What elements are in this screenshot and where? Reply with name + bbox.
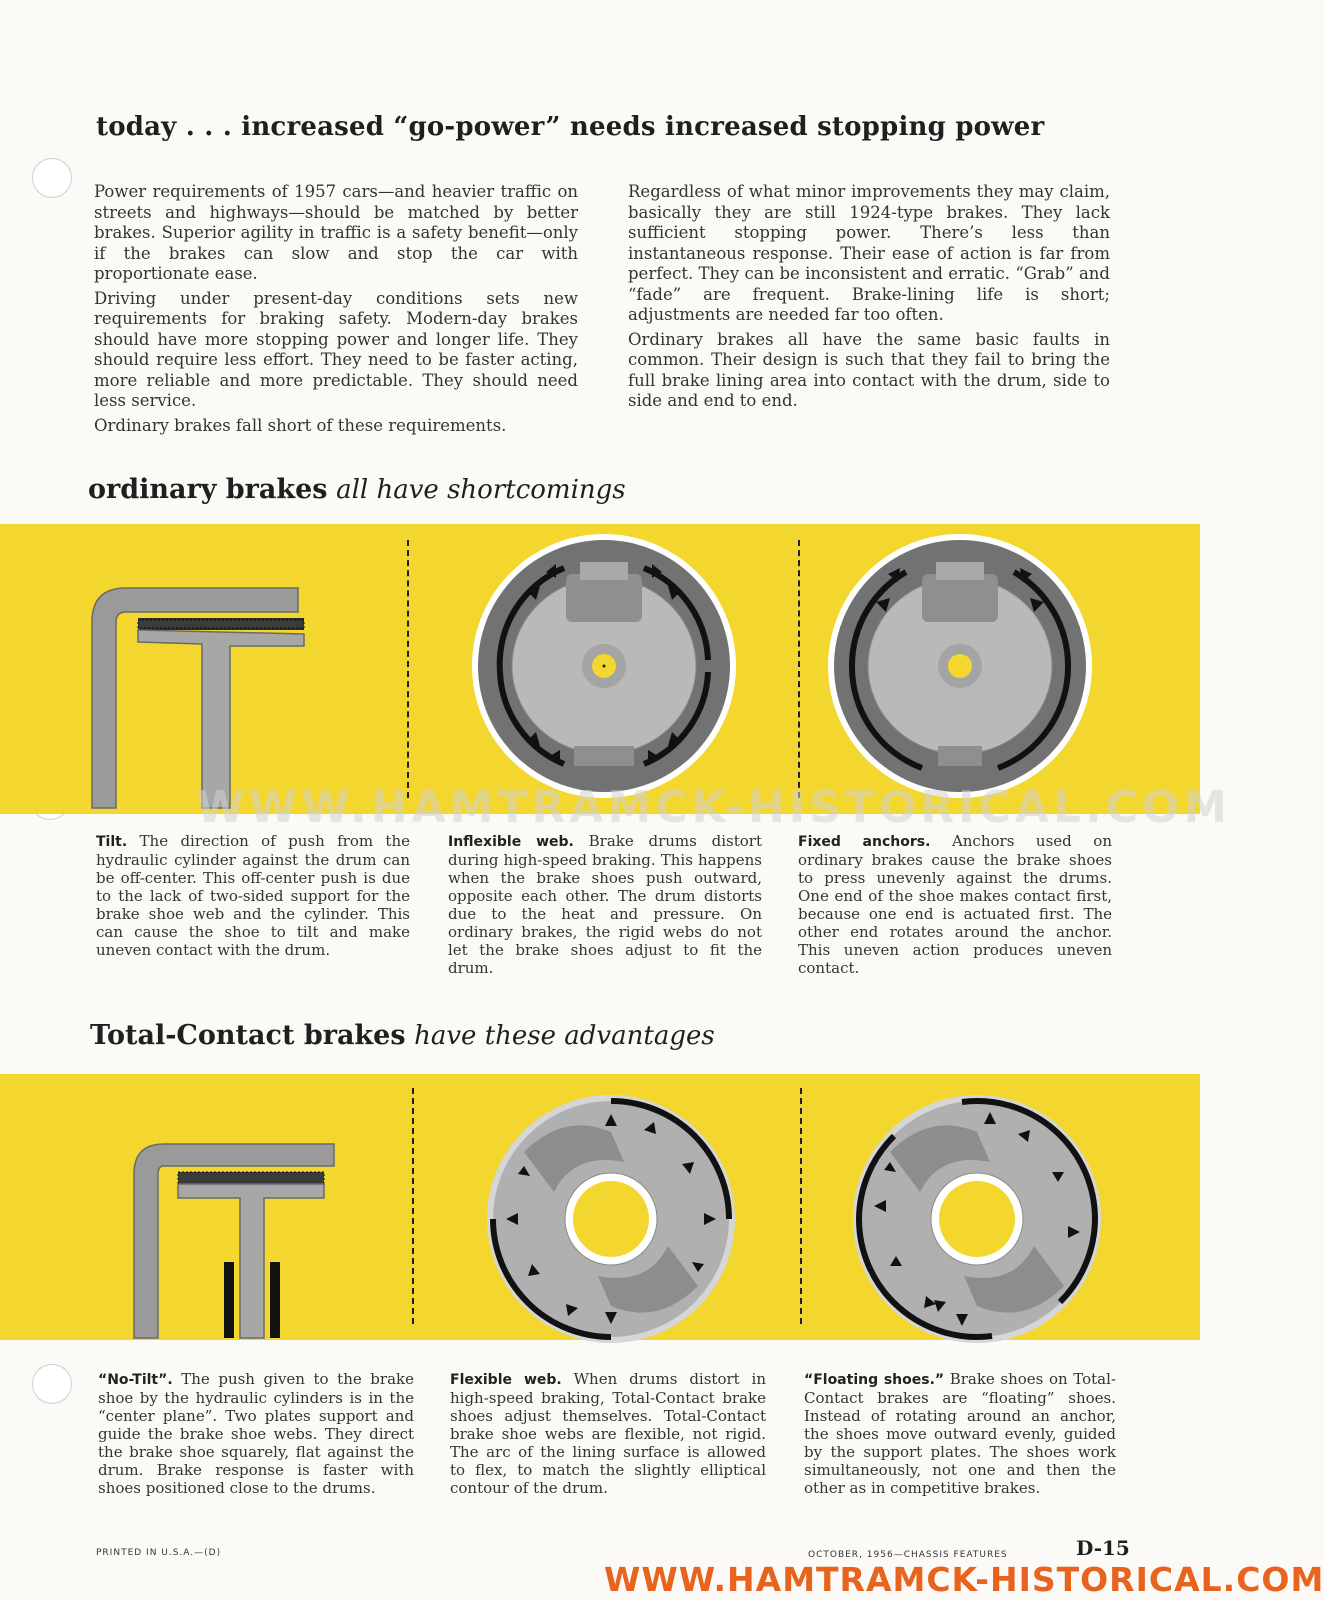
section-title-italic: all have shortcomings <box>336 475 626 505</box>
inflexible-web-drum-diagram <box>470 532 738 800</box>
caption-text: The direction of push from the hydraulic cylinder against the drum can be off-center. This off-center push is due to the lack of two-sided support for the brake shoe web and the cylinder. This can cause the shoe to tilt and make uneven contact with the drum. <box>96 832 410 959</box>
intro-left-paragraph: Power requirements of 1957 cars—and heavier traffic on streets and highways—should be matched by better brakes. Superior agility in traffic is a safety benefit—only if the brakes can slow and stop the car with proportionate ease. <box>94 182 578 283</box>
caption-text: Anchors used on ordinary brakes cause the brake shoes to press unevenly against the drums. One end of the shoe makes contact first, because one end is actuated first. The other end rotates around the anchor. This uneven action produces uneven contact. <box>798 832 1112 977</box>
intro-right-column <box>628 182 1110 416</box>
section-title-ordinary <box>88 474 626 505</box>
caption-inflexible-web <box>448 832 762 977</box>
caption-lead: “Floating shoes.” <box>804 1372 945 1388</box>
caption-tilt <box>96 832 410 959</box>
band-divider <box>800 1088 802 1324</box>
page-number: D-15 <box>1076 1536 1130 1560</box>
caption-no-tilt <box>98 1370 414 1497</box>
binder-hole-bottom <box>32 1364 72 1404</box>
caption-flexible-web <box>450 1370 766 1497</box>
caption-lead: Fixed anchors. <box>798 834 931 850</box>
floating-shoes-drum-diagram <box>850 1092 1104 1346</box>
band-divider <box>412 1088 414 1324</box>
intro-right-paragraph: Ordinary brakes all have the same basic faults in common. Their design is such that they fail to bring the full brake lining area into contact with the drum, side to side and end to end. <box>628 329 1110 410</box>
caption-text: Brake drums distort during high-speed braking. This happens when the brake shoes push outward, opposite each other. The drum distorts due to the heat and pressure. On ordinary brakes, the rigid webs do not let the brake shoes adjust to fit the drum. <box>448 832 762 977</box>
caption-fixed-anchors <box>798 832 1112 977</box>
fixed-anchors-drum-diagram <box>826 532 1094 800</box>
page-heading: today . . . increased “go-power” needs increased stopping power <box>96 112 1045 142</box>
tilt-diagram <box>86 582 316 808</box>
flexible-web-drum-diagram <box>484 1092 738 1346</box>
caption-floating-shoes <box>804 1370 1116 1497</box>
caption-lead: Tilt. <box>96 834 128 850</box>
intro-left-paragraph: Driving under present-day conditions sets new requirements for braking safety. Modern-day brakes should have more stopping power and longer life. They should require less effort. They need to be faster acting, more reliable and more predictable. They should need less service. <box>94 288 578 410</box>
intro-left-paragraph: Ordinary brakes fall short of these requirements. <box>94 415 507 435</box>
date-line: OCTOBER, 1956—CHASSIS FEATURES <box>808 1550 1008 1560</box>
caption-lead: Flexible web. <box>450 1372 562 1388</box>
section-title-italic: have these advantages <box>414 1021 715 1051</box>
caption-text: When drums distort in high-speed braking, Total-Contact brake shoes adjust themselves. Total-Contact brake shoe webs are flexible, not rigid. The arc of the lining surface is allowed to flex, to match the slightly elliptical contour of the drum. <box>450 1370 766 1497</box>
band-divider <box>407 540 409 798</box>
intro-left-column <box>94 182 578 440</box>
caption-lead: “No-Tilt”. <box>98 1372 173 1388</box>
intro-right-paragraph: Regardless of what minor improvements they may claim, basically they are still 1924-type brakes. They lack sufficient stopping power. There’s less than instantaneous response. Their ease of action is far from perfect. They can be inconsistent and erratic. “Grab” and “fade” are frequent. Brake-lining life is short; adjustments are needed far too often. <box>628 182 1110 324</box>
watermark-bottom: WWW.HAMTRAMCK-HISTORICAL.COM <box>604 1560 1324 1599</box>
section-title-total-contact <box>90 1020 715 1051</box>
no-tilt-diagram <box>130 1140 340 1340</box>
section-title-bold: Total-Contact brakes <box>90 1020 406 1051</box>
caption-text: The push given to the brake shoe by the hydraulic cylinders is in the “center plane”. Two plates support and guide the brake shoe webs. They direct the brake shoe squarely, flat against the drum. Brake response is faster with shoes positioned close to the drums. <box>98 1370 414 1497</box>
section-title-bold: ordinary brakes <box>88 474 328 505</box>
binder-hole-top <box>32 158 72 198</box>
printed-in-usa: PRINTED IN U.S.A.—(D) <box>96 1548 222 1558</box>
caption-lead: Inflexible web. <box>448 834 574 850</box>
band-divider <box>798 540 800 798</box>
watermark-center: WWW.HAMTRAMCK-HISTORICAL.COM <box>196 782 1232 833</box>
caption-text: Brake shoes on Total-Contact brakes are “floating” shoes. Instead of rotating around an anchor, the shoes move outward evenly, guided by the support plates. The shoes work simultaneously, not one and then the other as in competitive brakes. <box>804 1370 1116 1497</box>
